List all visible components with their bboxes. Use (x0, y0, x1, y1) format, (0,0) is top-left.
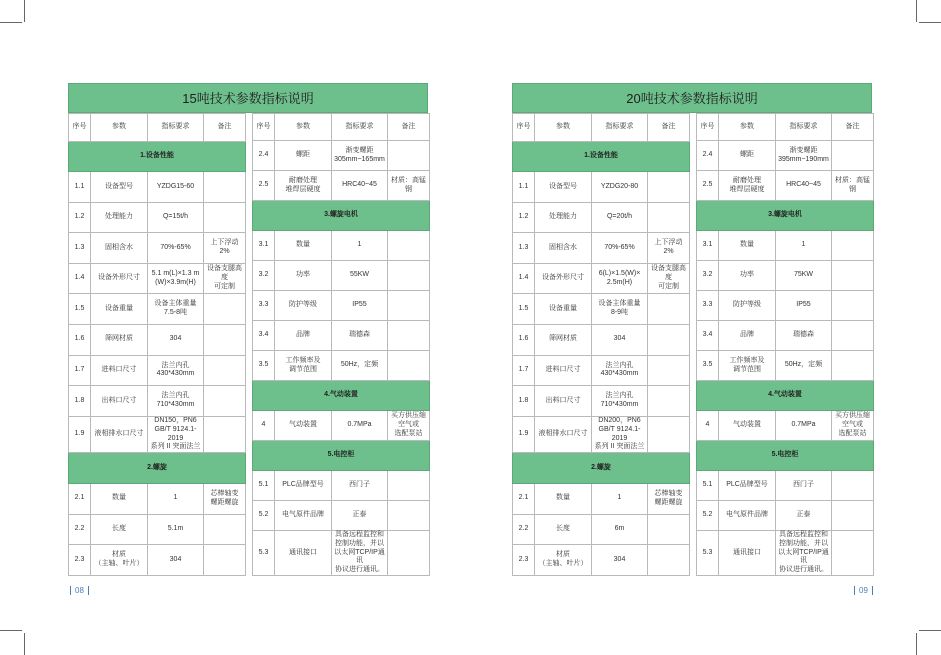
cell-spec: DN200，PN6 GB/T 9124.1-2019 系列 II 突面法兰 (592, 416, 648, 453)
column-header: 备注 (648, 114, 690, 142)
table-row (697, 261, 874, 291)
cell-param: PLC品牌型号 (719, 471, 776, 501)
table-row (253, 411, 430, 441)
cell-param: 螺距 (275, 141, 332, 171)
table-row (69, 263, 246, 294)
cell-note (648, 416, 690, 453)
table-row (513, 263, 690, 294)
crop-mark (916, 633, 917, 655)
cell-note (832, 501, 874, 531)
cell-param: 材质 （主轴、叶片） (535, 545, 592, 576)
cell-no: 1.4 (513, 263, 535, 294)
cell-param: 设备重量 (91, 294, 148, 325)
cell-note: 上下浮动 2% (648, 233, 690, 264)
cell-param: 进料口尺寸 (535, 355, 592, 386)
cell-no: 3.3 (253, 291, 275, 321)
cell-note (648, 294, 690, 325)
table-row (697, 231, 874, 261)
cell-param: 通讯接口 (719, 531, 776, 576)
table-row (69, 324, 246, 355)
cell-no: 1.2 (513, 202, 535, 233)
cell-no: 1.6 (513, 324, 535, 355)
cell-spec: 6(L)×1.5(W)× 2.5m(H) (592, 263, 648, 294)
table-row (513, 483, 690, 514)
table-row (697, 351, 874, 381)
cell-note: 设备支腿高度 可定制 (648, 263, 690, 294)
cell-note (832, 531, 874, 576)
cell-param: 数量 (275, 231, 332, 261)
cell-spec: 法兰内孔 430*430mm (148, 355, 204, 386)
cell-spec: HRC40~45 (332, 171, 388, 201)
section-heading: 4.气动装置 (253, 381, 430, 411)
cell-param: 螺距 (719, 141, 776, 171)
section-heading: 2.螺旋 (69, 453, 246, 484)
cell-no: 1.9 (513, 416, 535, 453)
column-header: 备注 (832, 114, 874, 141)
cell-no: 2.5 (697, 171, 719, 201)
table-row (69, 386, 246, 417)
spec-panel-15t (68, 83, 428, 576)
cell-note (388, 141, 430, 171)
section-heading: 2.螺旋 (513, 453, 690, 484)
cell-param: 工作频率及 调节范围 (719, 351, 776, 381)
cell-param: 处理能力 (535, 202, 592, 233)
cell-spec: 1 (148, 483, 204, 514)
cell-note (388, 291, 430, 321)
cell-note: 芯棒轴变 螺距螺旋 (648, 483, 690, 514)
cell-spec: 1 (592, 483, 648, 514)
section-heading: 4.气动装置 (697, 381, 874, 411)
cell-param: PLC品牌型号 (275, 471, 332, 501)
cell-param: 气动装置 (719, 411, 776, 441)
cell-spec: 6m (592, 514, 648, 545)
column-header: 序号 (697, 114, 719, 141)
cell-no: 3.2 (253, 261, 275, 291)
cell-note (204, 545, 246, 576)
table-row (513, 294, 690, 325)
cell-spec: 西门子 (332, 471, 388, 501)
cell-spec: DN150，PN6 GB/T 9124.1-2019 系列 II 突面法兰 (148, 416, 204, 453)
section-row (69, 453, 246, 484)
cell-param: 液相排水口尺寸 (535, 416, 592, 453)
cell-note (832, 261, 874, 291)
cell-spec: 304 (592, 324, 648, 355)
cell-param: 数量 (91, 483, 148, 514)
cell-param: 处理能力 (91, 202, 148, 233)
cell-no: 3.1 (697, 231, 719, 261)
cell-spec: Q=15t/h (148, 202, 204, 233)
crop-mark (916, 0, 917, 22)
cell-note (832, 471, 874, 501)
cell-no: 2.2 (69, 514, 91, 545)
cell-note: 上下浮动 2% (204, 233, 246, 264)
cell-no: 5.2 (697, 501, 719, 531)
cell-param: 数量 (535, 483, 592, 514)
cell-note (388, 231, 430, 261)
table-row (253, 321, 430, 351)
cell-note: 材质：高锰钢 (388, 171, 430, 201)
table-row (69, 294, 246, 325)
cell-note: 材质：高锰钢 (832, 171, 874, 201)
cell-no: 1.5 (69, 294, 91, 325)
cell-no: 1.9 (69, 416, 91, 453)
table-row (253, 471, 430, 501)
table-row (697, 501, 874, 531)
table-row (513, 386, 690, 417)
cell-note (388, 321, 430, 351)
cell-note: 买方供压缩 空气或 选配泵站 (388, 411, 430, 441)
cell-spec: 西门子 (776, 471, 832, 501)
spec-table-right (252, 113, 430, 576)
table-row (697, 141, 874, 171)
cell-param: 防护等级 (275, 291, 332, 321)
cell-spec: 75KW (776, 261, 832, 291)
cell-no: 1.1 (69, 172, 91, 203)
cell-note (388, 261, 430, 291)
section-row (253, 201, 430, 231)
cell-spec: 304 (592, 545, 648, 576)
section-heading: 3.螺旋电机 (253, 201, 430, 231)
cell-spec: 70%-65% (592, 233, 648, 264)
cell-no: 3.1 (253, 231, 275, 261)
table-row (513, 514, 690, 545)
cell-no: 1.6 (69, 324, 91, 355)
cell-note (204, 514, 246, 545)
cell-param: 耐磨处理 堆焊层硬度 (275, 171, 332, 201)
cell-no: 2.1 (69, 483, 91, 514)
cell-spec: 55KW (332, 261, 388, 291)
cell-note (388, 471, 430, 501)
cell-note (648, 355, 690, 386)
cell-note (648, 514, 690, 545)
section-row (513, 453, 690, 484)
cell-no: 3.2 (697, 261, 719, 291)
cell-note (388, 351, 430, 381)
section-row (69, 141, 246, 172)
section-row (697, 381, 874, 411)
cell-note (388, 501, 430, 531)
cell-param: 气动装置 (275, 411, 332, 441)
table-row (513, 172, 690, 203)
cell-no: 1.3 (513, 233, 535, 264)
table-row (513, 202, 690, 233)
panel-title: 20吨技术参数指标说明 (512, 83, 872, 113)
cell-no: 2.2 (513, 514, 535, 545)
cell-note (204, 172, 246, 203)
table-row (513, 324, 690, 355)
cell-param: 筛网材质 (91, 324, 148, 355)
section-heading: 5.电控柜 (253, 441, 430, 471)
cell-no: 2.3 (513, 545, 535, 576)
cell-param: 设备型号 (91, 172, 148, 203)
table-row (513, 545, 690, 576)
cell-spec: 1 (776, 231, 832, 261)
cell-note (648, 545, 690, 576)
cell-note (832, 321, 874, 351)
table-row (697, 291, 874, 321)
cell-note (648, 172, 690, 203)
cell-note (204, 294, 246, 325)
table-row (69, 233, 246, 264)
crop-mark (919, 630, 941, 631)
cell-no: 2.3 (69, 545, 91, 576)
cell-param: 长度 (91, 514, 148, 545)
section-heading: 1.设备性能 (69, 141, 246, 172)
cell-no: 5.2 (253, 501, 275, 531)
cell-note (204, 355, 246, 386)
cell-param: 长度 (535, 514, 592, 545)
cell-no: 3.5 (253, 351, 275, 381)
cell-note: 买方供压缩 空气或 选配泵站 (832, 411, 874, 441)
panel-title: 15吨技术参数指标说明 (68, 83, 428, 113)
cell-no: 1.4 (69, 263, 91, 294)
table-row (513, 233, 690, 264)
cell-note (648, 386, 690, 417)
cell-param: 进料口尺寸 (91, 355, 148, 386)
cell-no: 4 (253, 411, 275, 441)
cell-param: 功率 (719, 261, 776, 291)
cell-no: 2.5 (253, 171, 275, 201)
section-row (697, 201, 874, 231)
table-row (513, 416, 690, 453)
table-row (253, 531, 430, 576)
cell-spec: 瑞德森 (776, 321, 832, 351)
cell-no: 1.8 (69, 386, 91, 417)
cell-spec: 瑞德森 (332, 321, 388, 351)
cell-spec: 50Hz，定频 (776, 351, 832, 381)
cell-spec: IP55 (332, 291, 388, 321)
cell-note (832, 141, 874, 171)
cell-no: 1.2 (69, 202, 91, 233)
cell-param: 功率 (275, 261, 332, 291)
cell-note (832, 351, 874, 381)
cell-spec: 5.1 m(L)×1.3 m (W)×3.9m(H) (148, 263, 204, 294)
column-header: 指标要求 (592, 114, 648, 142)
page-number: 08 (75, 586, 84, 595)
table-row (69, 416, 246, 453)
crop-mark (24, 0, 25, 22)
table-header-row (69, 114, 246, 142)
cell-spec: 50Hz，定频 (332, 351, 388, 381)
cell-no: 4 (697, 411, 719, 441)
cell-spec: IP55 (776, 291, 832, 321)
column-header: 参数 (535, 114, 592, 142)
cell-param: 液相排水口尺寸 (91, 416, 148, 453)
cell-note: 芯棒轴变 螺距螺旋 (204, 483, 246, 514)
section-row (697, 441, 874, 471)
cell-note (388, 531, 430, 576)
column-header: 备注 (204, 114, 246, 142)
cell-spec: YZDG20-80 (592, 172, 648, 203)
cell-param: 固相含水 (535, 233, 592, 264)
cell-no: 1.7 (513, 355, 535, 386)
cell-note (204, 386, 246, 417)
page-number: 09 (859, 586, 868, 595)
section-heading: 5.电控柜 (697, 441, 874, 471)
cell-spec: 设备主体重量 7.5-8吨 (148, 294, 204, 325)
table-row (253, 261, 430, 291)
cell-spec: 1 (332, 231, 388, 261)
page-number-left (66, 586, 93, 595)
cell-param: 设备外形尺寸 (535, 263, 592, 294)
cell-spec: 渐变螺距 395mm~190mm (776, 141, 832, 171)
table-row (69, 202, 246, 233)
column-header: 参数 (275, 114, 332, 141)
column-header: 备注 (388, 114, 430, 141)
cell-param: 材质 （主轴、叶片） (91, 545, 148, 576)
cell-no: 1.8 (513, 386, 535, 417)
cell-param: 通讯接口 (275, 531, 332, 576)
cell-param: 设备外形尺寸 (91, 263, 148, 294)
cell-param: 固相含水 (91, 233, 148, 264)
cell-no: 5.3 (253, 531, 275, 576)
cell-no: 3.4 (697, 321, 719, 351)
cell-no: 3.3 (697, 291, 719, 321)
table-header-row (513, 114, 690, 142)
cell-note (204, 416, 246, 453)
cell-spec: 法兰内孔 710*430mm (148, 386, 204, 417)
cell-note: 设备支腿高度 可定制 (204, 263, 246, 294)
cell-spec: 渐变螺距 305mm~165mm (332, 141, 388, 171)
cell-spec: YZDG15-60 (148, 172, 204, 203)
section-heading: 3.螺旋电机 (697, 201, 874, 231)
spec-table-left (68, 113, 246, 576)
column-header: 指标要求 (776, 114, 832, 141)
cell-spec: 法兰内孔 430*430mm (592, 355, 648, 386)
table-row (697, 411, 874, 441)
cell-spec: 法兰内孔 710*430mm (592, 386, 648, 417)
table-row (69, 483, 246, 514)
cell-no: 3.4 (253, 321, 275, 351)
spec-table-right (696, 113, 874, 576)
table-row (697, 471, 874, 501)
section-row (253, 381, 430, 411)
cell-no: 2.4 (253, 141, 275, 171)
cell-note (204, 324, 246, 355)
crop-mark (24, 633, 25, 655)
table-row (69, 355, 246, 386)
table-row (69, 514, 246, 545)
section-row (513, 141, 690, 172)
section-row (253, 441, 430, 471)
table-row (253, 501, 430, 531)
cell-spec: 正泰 (776, 501, 832, 531)
cell-no: 2.4 (697, 141, 719, 171)
cell-param: 防护等级 (719, 291, 776, 321)
cell-spec: 正泰 (332, 501, 388, 531)
column-header: 指标要求 (148, 114, 204, 142)
cell-no: 2.1 (513, 483, 535, 514)
cell-param: 出料口尺寸 (535, 386, 592, 417)
table-row (69, 545, 246, 576)
cell-spec: 具备远程监控和 控制功能，并以 以太网TCP/IP通讯 协议进行通讯。 (776, 531, 832, 576)
cell-no: 5.3 (697, 531, 719, 576)
table-row (697, 531, 874, 576)
cell-spec: 5.1m (148, 514, 204, 545)
cell-param: 工作频率及 调节范围 (275, 351, 332, 381)
cell-no: 5.1 (253, 471, 275, 501)
cell-note (204, 202, 246, 233)
section-heading: 1.设备性能 (513, 141, 690, 172)
cell-param: 筛网材质 (535, 324, 592, 355)
table-row (253, 231, 430, 261)
table-header-row (697, 114, 874, 141)
cell-param: 设备重量 (535, 294, 592, 325)
cell-param: 设备型号 (535, 172, 592, 203)
cell-spec: HRC40~45 (776, 171, 832, 201)
column-header: 序号 (513, 114, 535, 142)
cell-note (648, 324, 690, 355)
cell-param: 耐磨处理 堆焊层硬度 (719, 171, 776, 201)
column-header: 序号 (253, 114, 275, 141)
column-header: 指标要求 (332, 114, 388, 141)
cell-param: 品牌 (719, 321, 776, 351)
cell-spec: 304 (148, 545, 204, 576)
spec-table-left (512, 113, 690, 576)
table-row (253, 351, 430, 381)
cell-note (648, 202, 690, 233)
cell-param: 电气原件品牌 (275, 501, 332, 531)
table-row (253, 291, 430, 321)
table-row (697, 321, 874, 351)
table-row (253, 141, 430, 171)
cell-param: 数量 (719, 231, 776, 261)
table-row (253, 171, 430, 201)
cell-param: 电气原件品牌 (719, 501, 776, 531)
column-header: 参数 (91, 114, 148, 142)
column-header: 参数 (719, 114, 776, 141)
cell-no: 3.5 (697, 351, 719, 381)
table-row (697, 171, 874, 201)
cell-note (832, 231, 874, 261)
table-header-row (253, 114, 430, 141)
column-header: 序号 (69, 114, 91, 142)
cell-param: 品牌 (275, 321, 332, 351)
cell-note (832, 291, 874, 321)
cell-spec: 0.7MPa (776, 411, 832, 441)
table-row (513, 355, 690, 386)
crop-mark (0, 630, 22, 631)
cell-spec: 0.7MPa (332, 411, 388, 441)
cell-no: 1.3 (69, 233, 91, 264)
crop-mark (0, 22, 22, 23)
cell-spec: 设备主体重量 8-9吨 (592, 294, 648, 325)
spec-panel-20t (512, 83, 872, 576)
cell-param: 出料口尺寸 (91, 386, 148, 417)
cell-no: 1.5 (513, 294, 535, 325)
cell-spec: Q=20t/h (592, 202, 648, 233)
cell-spec: 具备远程监控和 控制功能，并以 以太网TCP/IP通讯 协议进行通讯。 (332, 531, 388, 576)
crop-mark (919, 22, 941, 23)
page-number-right (850, 586, 877, 595)
cell-no: 1.1 (513, 172, 535, 203)
cell-spec: 70%-65% (148, 233, 204, 264)
table-row (69, 172, 246, 203)
cell-no: 1.7 (69, 355, 91, 386)
cell-no: 5.1 (697, 471, 719, 501)
cell-spec: 304 (148, 324, 204, 355)
